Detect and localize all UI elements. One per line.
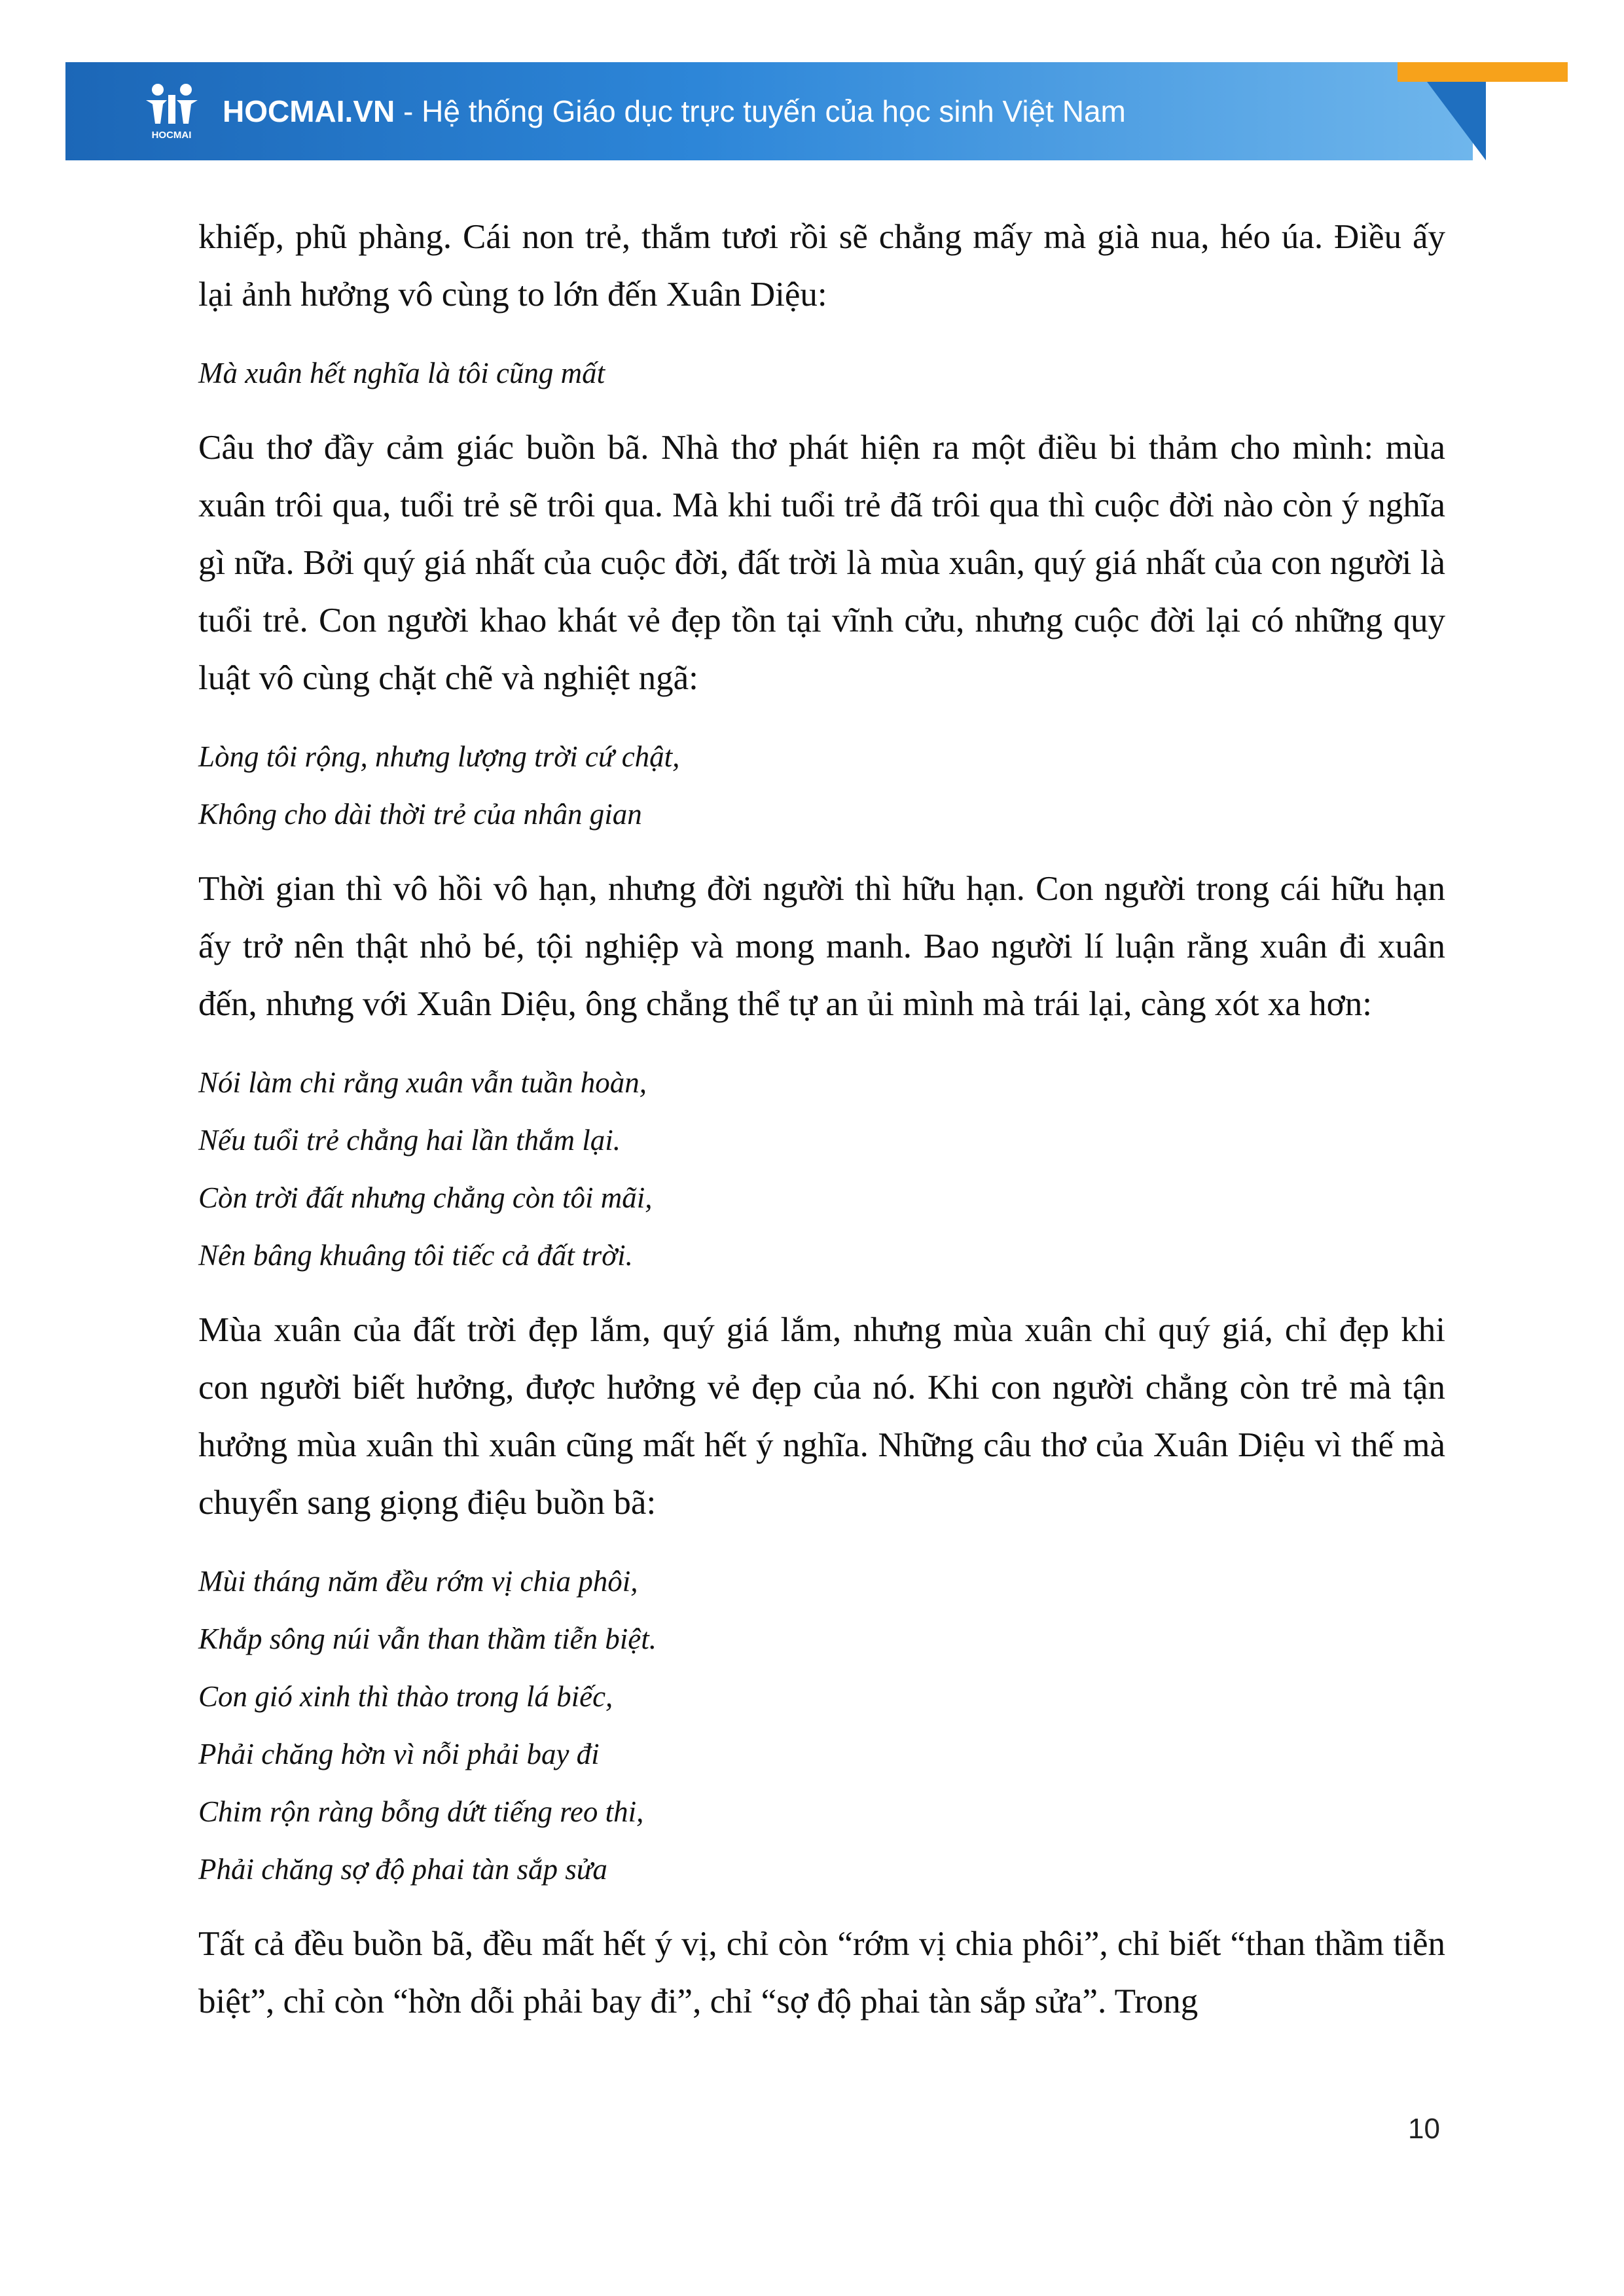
paragraph-3: Thời gian thì vô hồi vô hạn, nhưng đời người thì hữu hạn. Con người trong cái hữu hạn ấy trở nên thật nhỏ bé, tội nghiệp và mong manh. Bao người lí luận rằng xuân đi xuân đến, nhưng với Xuân Diệu, ông chẳng thể tự an ủi mình mà trái lại, càng xót xa hơn:: [198, 870, 1445, 1023]
header-accent-stripe: [1398, 62, 1568, 82]
page-number: 10: [1408, 2113, 1440, 2145]
hocmai-logo-icon: [141, 81, 203, 143]
header-title: [223, 92, 1126, 131]
verse-line: Không cho dài thời trẻ của nhân gian: [198, 798, 642, 831]
verse-line: Mà xuân hết nghĩa là tôi cũng mất: [198, 357, 605, 389]
verse-line: Nói làm chi rằng xuân vẫn tuần hoàn,: [198, 1066, 647, 1099]
verse-line: Nếu tuổi trẻ chẳng hai lần thắm lại.: [198, 1124, 621, 1157]
verse-2: [198, 728, 1445, 843]
document-body: [198, 208, 1445, 2051]
verse-line: Còn trời đất nhưng chẳng còn tôi mãi,: [198, 1181, 653, 1214]
paragraph-2: Câu thơ đầy cảm giác buồn bã. Nhà thơ phát hiện ra một điều bi thảm cho mình: mùa xuân trôi qua, tuổi trẻ sẽ trôi qua. Mà khi tuổi trẻ đã trôi qua thì cuộc đời nào còn ý nghĩa gì nữa. Bởi quý giá nhất của cuộc đời, đất trời là mùa xuân, quý giá nhất của con người là tuổi trẻ. Con người khao khát vẻ đẹp tồn tại vĩnh cửu, nhưng cuộc đời lại có những quy luật vô cùng chặt chẽ và nghiệt ngã:: [198, 429, 1445, 697]
logo-text: HOCMAI: [151, 130, 192, 141]
header-tagline: - Hệ thống Giáo dục trực tuyến của học sinh Việt Nam: [395, 94, 1126, 128]
verse-line: Khắp sông núi vẫn than thầm tiễn biệt.: [198, 1623, 657, 1655]
verse-line: Chim rộn ràng bỗng dứt tiếng reo thi,: [198, 1795, 644, 1828]
header-tail-shape: [1427, 82, 1486, 160]
verse-line: Phải chăng sợ độ phai tàn sắp sửa: [198, 1853, 607, 1886]
paragraph-4: Mùa xuân của đất trời đẹp lắm, quý giá lắm, nhưng mùa xuân chỉ quý giá, chỉ đẹp khi con người biết hưởng, được hưởng vẻ đẹp của nó. Khi con người chẳng còn trẻ mà tận hưởng mùa xuân thì xuân cũng mất hết ý nghĩa. Những câu thơ của Xuân Diệu vì thế mà chuyển sang giọng điệu buồn bã:: [198, 1311, 1445, 1522]
verse-line: Mùi tháng năm đều rớm vị chia phôi,: [198, 1565, 638, 1598]
verse-1: [198, 344, 1445, 402]
paragraph-5: Tất cả đều buồn bã, đều mất hết ý vị, chỉ còn “rớm vị chia phôi”, chỉ biết “than thầm tiễn biệt”, chỉ còn “hờn dỗi phải bay đi”, chỉ “sợ độ phai tàn sắp sửa”. Trong: [198, 1925, 1445, 2020]
verse-line: Phải chăng hờn vì nỗi phải bay đi: [198, 1738, 600, 1770]
header-banner: [65, 62, 1473, 160]
verse-line: Nên bâng khuâng tôi tiếc cả đất trời.: [198, 1239, 633, 1272]
brand-name: HOCMAI.VN: [223, 94, 395, 128]
paragraph-1: khiếp, phũ phàng. Cái non trẻ, thắm tươi rồi sẽ chẳng mấy mà già nua, héo úa. Điều ấy lại ảnh hưởng vô cùng to lớn đến Xuân Diệu:: [198, 218, 1445, 314]
verse-4: [198, 1552, 1445, 1898]
verse-line: Con gió xinh thì thào trong lá biếc,: [198, 1680, 613, 1713]
verse-3: [198, 1054, 1445, 1284]
verse-line: Lòng tôi rộng, nhưng lượng trời cứ chật,: [198, 740, 680, 773]
